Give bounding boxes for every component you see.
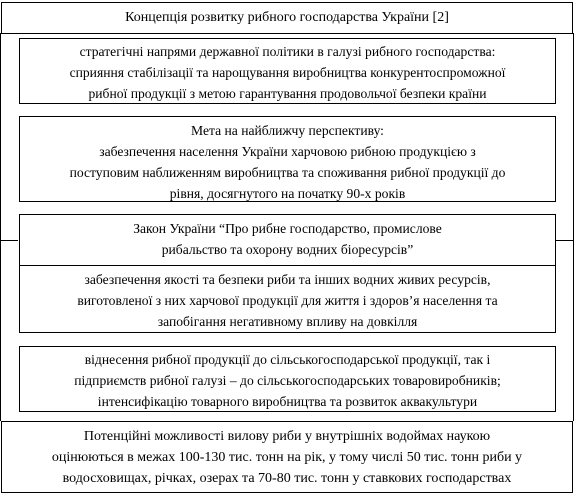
box-text-line: Закон України “Про рибне господарство, промислове: [133, 221, 442, 236]
box-text-line: водосховищах, річках, озерах та 70-80 тис. тонн у ставкових господарствах: [62, 471, 512, 486]
box-text-line: інтенсифікацію товарного виробництва та розвиток аквакультури: [97, 394, 478, 409]
agricultural-status-box: [19, 346, 556, 412]
box-text-line: стратегічні напрями державної політики в галузі рибного господарства:: [79, 44, 496, 59]
box-text-line: підприємств рибної галузі – до сільськогосподарських товаровиробників;: [74, 373, 501, 388]
box-text-line: рівня, досягнутого на початку 90-х років: [169, 186, 406, 201]
box-text-line: забезпечення населення України харчовою рибною продукцією з: [99, 144, 476, 159]
box-text-line: забезпечення якості та безпеки риби та інших водних живих ресурсів,: [84, 272, 491, 287]
strategic-directions-box: [19, 38, 556, 104]
box-text-line: рибної продукції з метою гарантування продовольчої безпеки країни: [88, 86, 487, 101]
fishery-law-box: [19, 214, 556, 266]
frame-connector-left: [0, 240, 18, 241]
catch-potential-box: [1, 421, 573, 493]
title-box: [1, 2, 573, 34]
box-text-line: запобігання негативному впливу на довкілля: [157, 314, 418, 329]
diagram-title: Концепція розвитку рибного господарства України [2]: [125, 10, 449, 25]
frame-left-line: [0, 33, 1, 421]
box-text-line: Потенційні можливості вилову риби у внутрішніх водоймах наукою: [83, 429, 491, 444]
box-text-line: Мета на найближчу перспективу:: [191, 123, 384, 138]
box-text-line: сприяння стабілізації та нарощування виробництва конкурентоспроможної: [69, 65, 506, 80]
near-term-goal-box: [19, 116, 556, 202]
box-text-line: виготовленої з них харчової продукції для життя і здоров’я населення та: [77, 293, 498, 308]
box-text-line: поступовим наближенням виробництва та споживання рибної продукції до: [69, 165, 506, 180]
box-text-line: оцінюються в межах 100-130 тис. тонн на рік, у тому числі 50 тис. тонн риби у: [51, 450, 523, 465]
quality-safety-box: [19, 265, 556, 333]
box-text-line: віднесення рибної продукції до сільськогосподарської продукції, так і: [84, 352, 491, 367]
box-text-line: рибальство та охорону водних біоресурсів”: [161, 242, 414, 257]
frame-connector-right: [556, 240, 574, 241]
frame-right-line: [573, 33, 574, 421]
